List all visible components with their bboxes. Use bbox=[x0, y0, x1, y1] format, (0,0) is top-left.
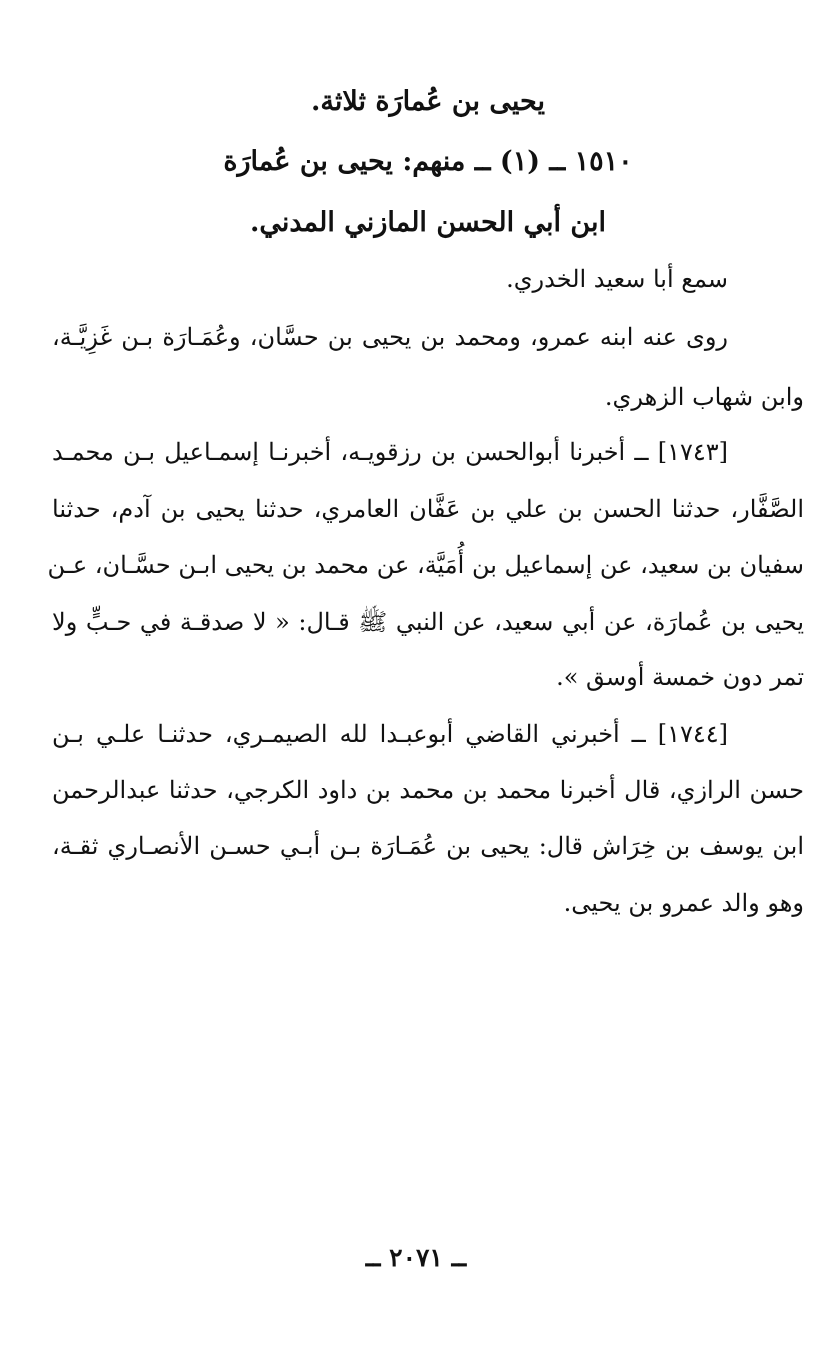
body-line: حسن الرازي، قال أخبرنا محمد بن محمد بن داود الكرجي، حدثنا عبدالرحمن bbox=[52, 776, 804, 804]
body-line: [١٧٤٤] ــ أخبرني القاضي أبوعبـدا لله الصيمـري، حدثنـا علـي بـن bbox=[52, 720, 728, 748]
body-line: سفيان بن سعيد، عن إسماعيل بن أُمَيَّة، عن محمد بن يحيى ابـن حسَّـان، عـن bbox=[47, 551, 804, 579]
body-line: [١٧٤٣] ــ أخبرنا أبوالحسن بن رزقويـه، أخبرنـا إسمـاعيل بـن محمـد bbox=[52, 438, 728, 466]
entry-heading: ١٥١٠ ــ (١) ــ منهم: يحيى بن عُمارَة bbox=[223, 146, 633, 177]
body-line: ابن يوسف بن خِرَاش قال: يحيى بن عُمَـارَة بـن أبـي حسـن الأنصـاري ثقـة، bbox=[52, 832, 804, 860]
entry-lineage: ابن أبي الحسن المازني المدني. bbox=[249, 207, 607, 238]
body-line: وابن شهاب الزهري. bbox=[604, 383, 804, 411]
body-line: يحيى بن عُمارَة، عن أبي سعيد، عن النبي ﷺ قـال: « لا صدقـة في حـبٍّ ولا bbox=[52, 608, 804, 636]
body-line: سمع أبا سعيد الخدري. bbox=[506, 265, 728, 293]
body-line: تمر دون خمسة أوسق ». bbox=[556, 663, 804, 691]
body-line: وهو والد عمرو بن يحيى. bbox=[563, 889, 804, 917]
body-line: الصَّفَّار، حدثنا الحسن بن علي بن عَفَّان العامري، حدثنا يحيى بن آدم، حدثنا bbox=[52, 495, 804, 523]
page-number: ــ ٢٠٧١ ــ bbox=[365, 1243, 467, 1272]
section-title: يحيى بن عُمارَة ثلاثة. bbox=[310, 86, 545, 117]
body-line: روى عنه ابنه عمرو، ومحمد بن يحيى بن حسَّان، وعُمَـارَة بـن غَزِيَّـة، bbox=[52, 323, 728, 351]
